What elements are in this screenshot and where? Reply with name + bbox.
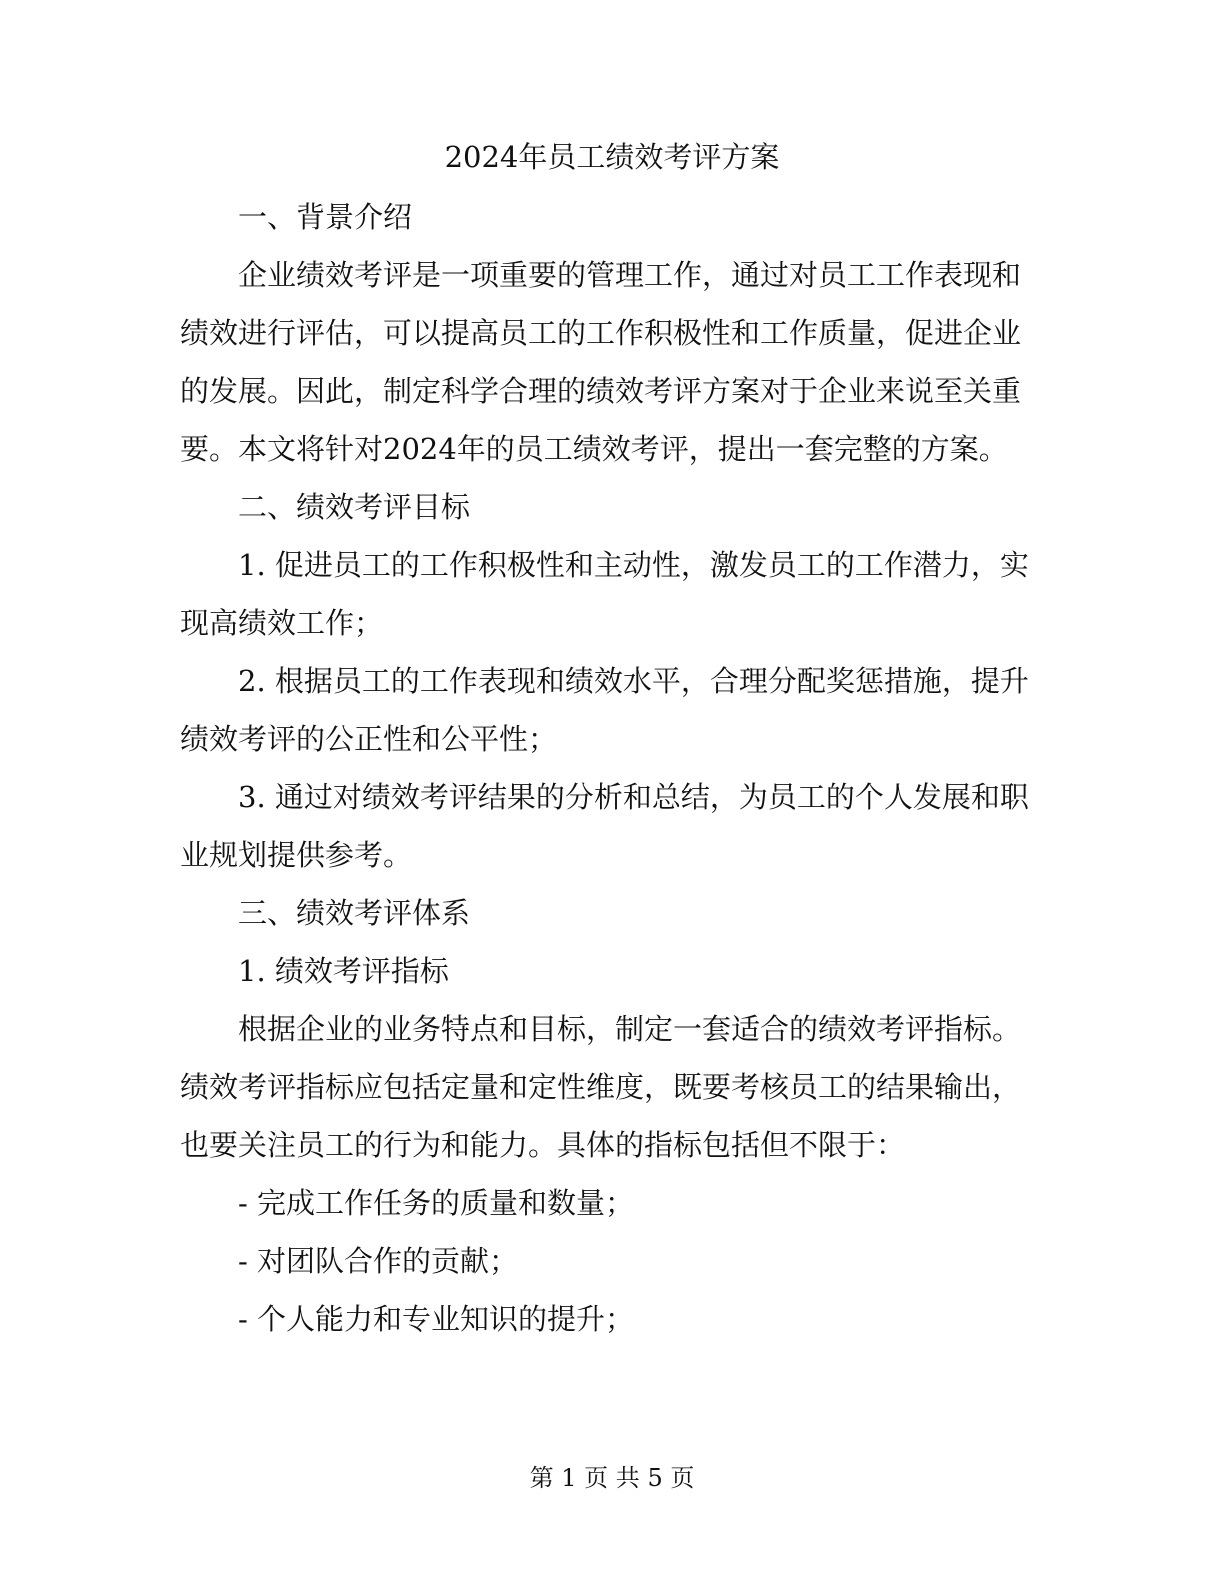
indicator-item-2: - 对团队合作的贡献； xyxy=(238,1244,519,1278)
document-body xyxy=(180,188,1040,1348)
section-heading-background: 一、背景介绍 xyxy=(238,200,413,234)
indicator-item-3: - 个人能力和专业知识的提升； xyxy=(238,1302,635,1336)
indicator-item-1: - 完成工作任务的质量和数量； xyxy=(238,1186,635,1220)
section-heading-goals: 二、绩效考评目标 xyxy=(238,490,471,524)
subsection-heading-indicators: 1. 绩效考评指标 xyxy=(238,954,449,988)
goal-item-1: 1. 促进员工的工作积极性和主动性，激发员工的工作潜力，实现高绩效工作； xyxy=(180,548,1029,640)
goal-item-2: 2. 根据员工的工作表现和绩效水平，合理分配奖惩措施，提升绩效考评的公正性和公平性； xyxy=(180,664,1029,756)
page-footer: 第 1 页 共 5 页 xyxy=(529,1464,695,1492)
goal-item-3: 3. 通过对绩效考评结果的分析和总结，为员工的个人发展和职业规划提供参考。 xyxy=(180,780,1029,872)
document-title: 2024年员工绩效考评方案 xyxy=(444,140,780,174)
paragraph-indicators: 根据企业的业务特点和目标，制定一套适合的绩效考评指标。绩效考评指标应包括定量和定性维度，既要考核员工的结果输出，也要关注员工的行为和能力。具体的指标包括但不限于： xyxy=(180,1012,1022,1162)
section-heading-system: 三、绩效考评体系 xyxy=(238,896,471,930)
paragraph-background: 企业绩效考评是一项重要的管理工作，通过对员工工作表现和绩效进行评估，可以提高员工的工作积极性和工作质量，促进企业的发展。因此，制定科学合理的绩效考评方案对于企业来说至关重要。本文将针对2024年的员工绩效考评，提出一套完整的方案。 xyxy=(180,258,1022,466)
